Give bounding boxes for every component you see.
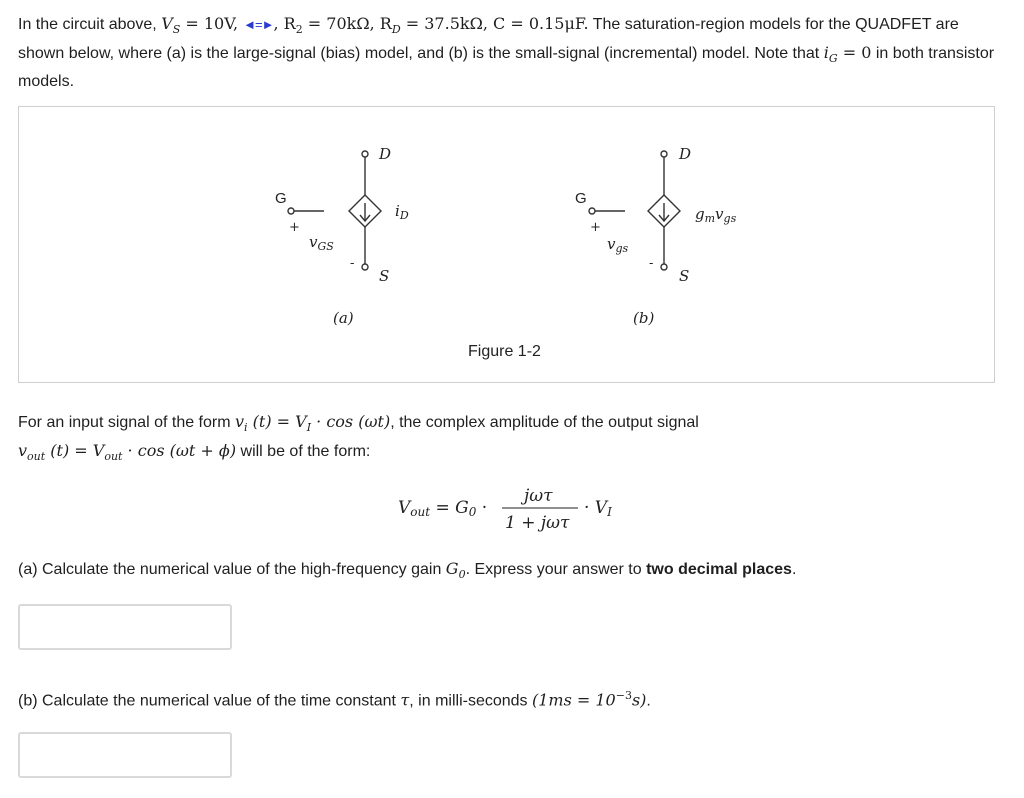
source-label-a: S (379, 267, 390, 285)
drain-label-b: D (679, 145, 692, 163)
signal-description: For an input signal of the form $v_i$ $(t) = V_I \cdot \cos (\omega t)$, the complex amplitude of the output signal $v_{out}$ $(t) = V_{out} \cdot \cos (\omega t + \phi)$ will be of the form: (18, 412, 699, 464)
model-a-label: (a) (333, 309, 354, 327)
model-a-circuit (288, 151, 381, 270)
minus-label-b: - (649, 256, 654, 271)
vout-term: Vout = G0 · (398, 498, 488, 519)
figure-caption: Figure 1-2 (468, 343, 541, 360)
plus-label-b: + (590, 220, 601, 235)
fraction-denominator: 1 + jωτ (505, 513, 570, 533)
figure-1-2 (18, 106, 995, 383)
gate-terminal-a (288, 208, 294, 214)
drain-label-a: D (379, 145, 392, 163)
formula-svg (398, 482, 638, 534)
minus-label-a: - (350, 256, 355, 271)
plus-label-a: + (289, 220, 300, 235)
gate-terminal-b (589, 208, 595, 214)
transfer-function-formula (398, 482, 638, 532)
question-part-a: (a) Calculate the numerical value of the high-frequency gain $G_0$. Express your answer to two decimal places. (18, 559, 797, 582)
answer-input-a[interactable] (18, 604, 232, 650)
double-arrow-icon: ◄=► (243, 17, 274, 32)
vgs-label-b: $v_{gs}$ (607, 235, 629, 255)
source-terminal-b (661, 264, 667, 270)
model-b-circuit (589, 151, 680, 270)
source-label-b: S (679, 267, 690, 285)
answer-input-b[interactable] (18, 732, 232, 778)
drain-terminal-a (362, 151, 368, 157)
vi-term: · VI (584, 498, 612, 519)
problem-intro: In the circuit above, $V_S = 10V$, ◄=►, $R_2 = 70k\Omega$, $R_D = 37.5k\Omega$, C = 0.15μF. The saturation-region models for the QUADFET are shown below, where (a) is the large-signal (bias) model, and (b) is the small-signal (incremental) model. Note that $i_G = 0$ in both transistor models. (18, 14, 995, 91)
gm-vgs-label-b: $g_mv_{gs}$ (695, 205, 737, 225)
gate-label-b: G (575, 190, 587, 207)
source-terminal-a (362, 264, 368, 270)
quadfet-models-diagram (19, 107, 996, 384)
fraction-numerator: jωτ (524, 486, 553, 506)
id-label-a: $i_D$ (395, 202, 409, 222)
model-b-label: (b) (633, 309, 655, 327)
gate-label-a: G (275, 190, 287, 207)
drain-terminal-b (661, 151, 667, 157)
question-part-b: (b) Calculate the numerical value of the time constant τ, in milli-seconds $(1ms = 10^{-3}s)$. (18, 689, 651, 710)
vgs-label-a: $v_{GS}$ (309, 233, 334, 253)
